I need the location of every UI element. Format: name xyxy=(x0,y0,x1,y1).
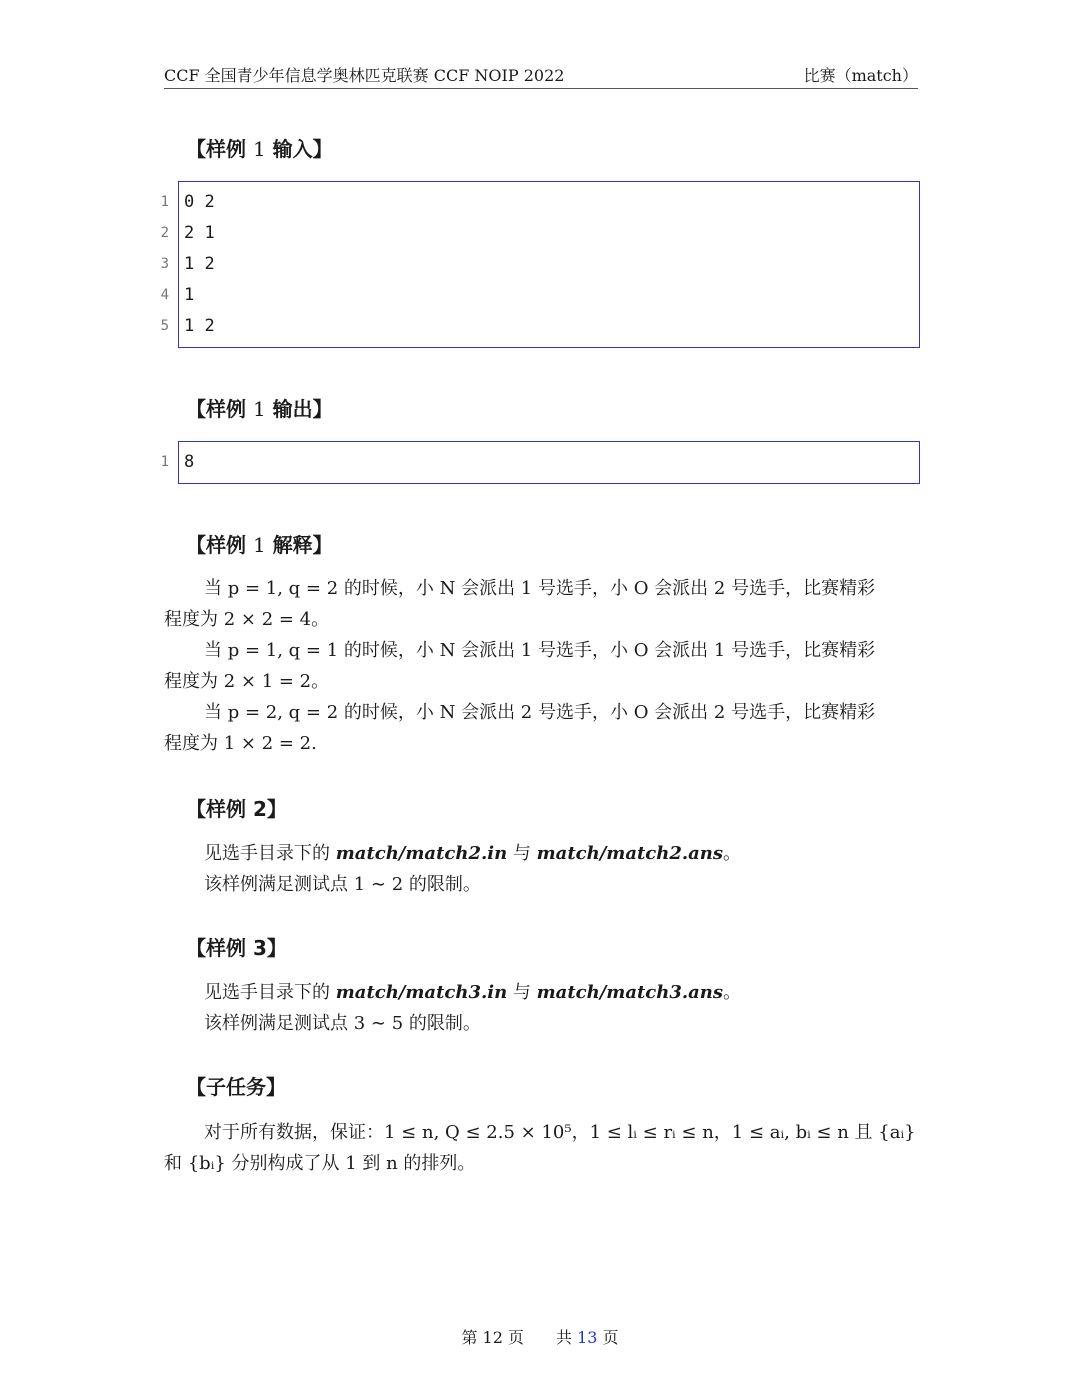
file-name: match/match3.in xyxy=(335,982,508,1003)
explain-line: 程度为 2 × 1 = 2。 xyxy=(164,671,330,692)
sample2-files-line: 见选手目录下的 match/match2.in 与 match/match2.ans。 xyxy=(204,843,742,864)
code-line: 1 8 xyxy=(160,452,195,472)
sample2-limit-line: 该样例满足测试点 1 ∼ 2 的限制。 xyxy=(204,874,481,895)
code-line: 3 1 2 xyxy=(160,254,215,274)
sample3-heading: 【样例 3】 xyxy=(186,936,287,960)
sample3-files-line: 见选手目录下的 match/match3.in 与 match/match3.ans。 xyxy=(204,982,742,1003)
total-pages-link[interactable]: 13 xyxy=(577,1328,598,1347)
header-right: 比赛（match） xyxy=(803,66,918,85)
sample1-explain-body xyxy=(164,573,918,759)
sample1-output-heading: 【样例 1 输出】 xyxy=(186,397,333,421)
sample1-input-code xyxy=(160,181,920,348)
explain-line: 程度为 1 × 2 = 2. xyxy=(164,733,317,754)
code-line: 5 1 2 xyxy=(160,316,215,336)
explain-line: 程度为 2 × 2 = 4。 xyxy=(164,609,330,630)
file-name: match/match2.ans xyxy=(536,843,724,864)
page-footer: 第 12 页 共 13 页 xyxy=(461,1328,619,1347)
code-line: 2 2 1 xyxy=(160,223,215,243)
subtask-line: 对于所有数据，保证：1 ≤ n, Q ≤ 2.5 × 10⁵，1 ≤ lᵢ ≤ rᵢ ≤ n，1 ≤ aᵢ, bᵢ ≤ n 且 {aᵢ} xyxy=(204,1122,916,1143)
sample2-body xyxy=(164,838,958,900)
sample3-body xyxy=(164,977,958,1039)
code-line: 4 1 xyxy=(160,285,195,305)
file-name: match/match2.in xyxy=(335,843,508,864)
page-header xyxy=(164,66,918,89)
sample1-output-code xyxy=(160,441,920,484)
explain-line: 当 p = 1, q = 1 的时候，小 N 会派出 1 号选手，小 O 会派出 1 号选手，比赛精彩 xyxy=(204,640,876,661)
code-line: 1 0 2 xyxy=(160,192,215,212)
sample1-explain-heading: 【样例 1 解释】 xyxy=(186,533,333,557)
header-left: CCF 全国青少年信息学奥林匹克联赛 CCF NOIP 2022 xyxy=(164,66,565,85)
sample3-limit-line: 该样例满足测试点 3 ∼ 5 的限制。 xyxy=(204,1013,481,1034)
subtasks-heading: 【子任务】 xyxy=(186,1075,286,1099)
explain-line: 当 p = 2, q = 2 的时候，小 N 会派出 2 号选手，小 O 会派出 2 号选手，比赛精彩 xyxy=(204,702,876,723)
file-name: match/match3.ans xyxy=(536,982,724,1003)
subtask-line: 和 {bᵢ} 分别构成了从 1 到 n 的排列。 xyxy=(164,1153,476,1174)
explain-line: 当 p = 1, q = 2 的时候，小 N 会派出 1 号选手，小 O 会派出 2 号选手，比赛精彩 xyxy=(204,578,876,599)
sample2-heading: 【样例 2】 xyxy=(186,797,287,821)
subtasks-body xyxy=(164,1117,918,1179)
sample1-input-heading: 【样例 1 输入】 xyxy=(186,137,333,161)
